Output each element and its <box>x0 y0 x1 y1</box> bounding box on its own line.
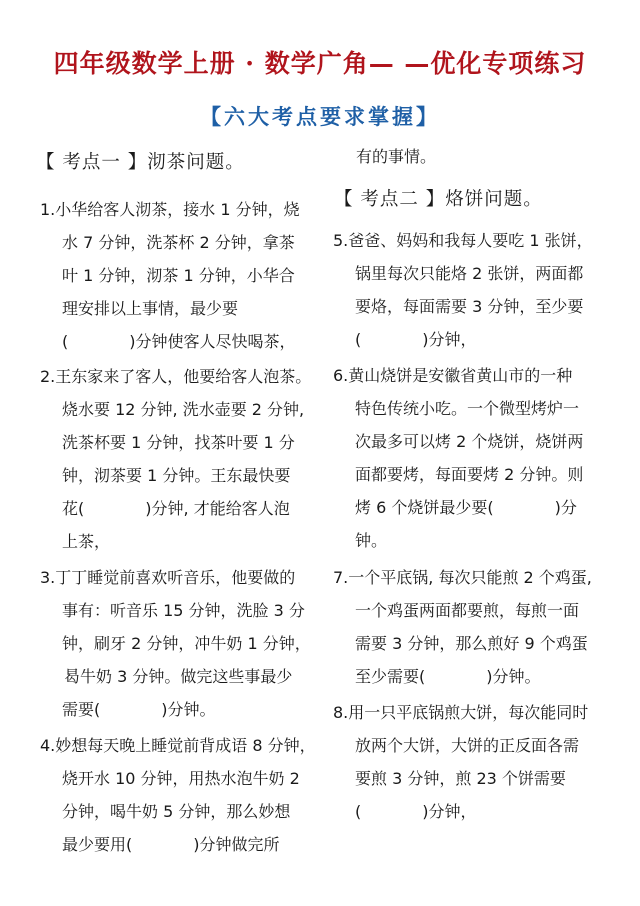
question-line: 5.爸爸、妈妈和我每人要吃 1 张饼， <box>333 231 593 250</box>
answer-blank-line: 需要( )分钟。 <box>62 700 216 719</box>
section-heading-tea: 【 考点一 】沏茶问题。 <box>36 152 245 173</box>
question-line: 2.王东家来了客人，他要给客人泡茶。 <box>40 367 312 386</box>
question-line: 钟，沏茶要 1 分钟。王东最快要 <box>62 466 291 485</box>
answer-blank-line: 花( )分钟, 才能给客人泡 <box>62 499 290 518</box>
question-line: 烧水要 12 分钟, 洗水壶要 2 分钟, <box>62 400 305 419</box>
question-line: 放两个大饼，大饼的正反面各需 <box>355 736 580 755</box>
question-line: 次最多可以烤 2 个烧饼，烧饼两 <box>355 432 584 451</box>
question-line: 3.丁丁睡觉前喜欢听音乐，他要做的 <box>40 568 296 587</box>
question-line: 上茶， <box>62 532 111 551</box>
question-line: 要烙，每面需要 3 分钟，至少要 <box>355 297 584 316</box>
question-line: 事有：听音乐 15 分钟，洗脸 3 分 <box>62 601 305 620</box>
question-line: 要煎 3 分钟，煎 23 个饼需要 <box>355 769 566 788</box>
answer-blank-line: ( )分钟， <box>355 330 477 349</box>
question-line: 4.妙想每天晚上睡觉前背成语 8 分钟， <box>40 736 316 755</box>
question-line: 烧开水 10 分钟，用热水泡牛奶 2 <box>62 769 300 788</box>
question-line: 7.一个平底锅, 每次只能煎 2 个鸡蛋, <box>333 568 592 587</box>
question-line: 曷牛奶 3 分钟。做完这些事最少 <box>64 667 293 686</box>
question-line: 钟，刷牙 2 分钟，冲牛奶 1 分钟， <box>62 634 311 653</box>
question-line: 1.小华给客人沏茶，接水 1 分钟，烧 <box>40 200 300 219</box>
question-line: 理安排以上事情，最少要 <box>62 299 239 318</box>
question-line: 水 7 分钟，洗茶杯 2 分钟，拿茶 <box>62 233 295 252</box>
question-line: 特色传统小吃。一个微型烤炉一 <box>355 399 580 418</box>
question-line: 8.用一只平底锅煎大饼，每次能同时 <box>333 703 589 722</box>
question-line: 需要 3 分钟，那么煎好 9 个鸡蛋 <box>355 634 588 653</box>
answer-blank-line: 至少需要( )分钟。 <box>355 667 541 686</box>
question-line: 钟。 <box>355 531 388 550</box>
answer-blank-line: 烤 6 个烧饼最少要( )分 <box>355 498 577 517</box>
question-line: 面都要烤，每面要烤 2 分钟。则 <box>355 465 584 484</box>
question-line: 分钟，喝牛奶 5 分钟，那么妙想 <box>62 802 291 821</box>
question-line: 叶 1 分钟，沏茶 1 分钟，小华合 <box>62 266 295 285</box>
page-subtitle: 【六大考点要求掌握】 <box>200 104 440 129</box>
question-line: 洗茶杯要 1 分钟，找茶叶要 1 分 <box>62 433 295 452</box>
answer-blank-line: 最少要用( )分钟做完所 <box>62 835 280 854</box>
section-heading-pancake: 【 考点二 】烙饼问题。 <box>334 189 543 210</box>
question-line: 一个鸡蛋两面都要煎，每煎一面 <box>355 601 580 620</box>
answer-blank-line: ( )分钟使客人尽快喝茶， <box>62 332 296 351</box>
question-line: 锅里每次只能烙 2 张饼，两面都 <box>355 264 584 283</box>
question-line: 6.黄山烧饼是安徽省黄山市的一种 <box>333 366 573 385</box>
page-title: 四年级数学上册 · 数学广角— —优化专项练习 <box>53 49 587 78</box>
question-4-continuation: 有的事情。 <box>356 147 437 166</box>
answer-blank-line: ( )分钟， <box>355 802 477 821</box>
